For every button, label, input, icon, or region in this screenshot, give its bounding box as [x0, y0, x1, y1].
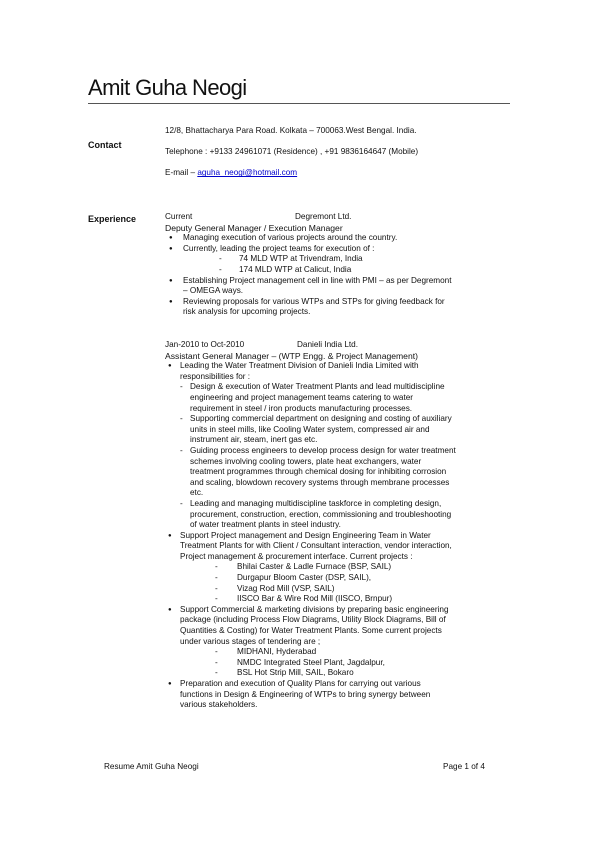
job-title: Assistant General Manager – (WTP Engg. & Project Management)	[165, 350, 418, 361]
bullet-text: ● Establishing Project management cell in line with PMI – as per Degremont	[183, 275, 452, 285]
bullet-text: – OMEGA ways.	[183, 286, 244, 296]
experience-label: Experience	[88, 214, 137, 224]
job-period: Current	[165, 212, 193, 221]
list-item	[180, 499, 515, 531]
list-item: - MIDHANI, Hyderabad	[165, 647, 515, 658]
list-item	[165, 531, 515, 605]
dash-text: etc.	[190, 488, 204, 498]
list-item	[165, 276, 515, 297]
bullet-text: ● Reviewing proposals for various WTPs and STPs for giving feedback for	[183, 296, 445, 306]
bullet-text: various stakeholders.	[180, 700, 258, 710]
list-item	[165, 233, 515, 244]
job-period-line	[165, 212, 515, 223]
job-period: Jan-2010 to Oct-2010	[165, 340, 245, 349]
job-company: Danieli India Ltd.	[297, 340, 358, 349]
list-item: - 174 MLD WTP at Calicut, India	[183, 265, 515, 276]
bullet-text: under various stages of tendering are ;	[180, 636, 321, 646]
dash-text: engineering and project management teams catering to water	[190, 392, 414, 402]
list-item: - Durgapur Bloom Caster (DSP, SAIL),	[165, 573, 515, 584]
bullet-text: Quantities & Costing) for Water Treatment Plants. Some current projects	[180, 626, 442, 636]
bullet-text: responsibilities for :	[180, 371, 251, 381]
list-item	[165, 361, 515, 531]
dash-text: and scaling, blowdown recovery systems through membrane processes	[190, 477, 450, 487]
list-item: - Vizag Rod Mill (VSP, SAIL)	[165, 584, 515, 595]
dash-text: of water treatment plants in steel industry.	[190, 520, 341, 530]
bullet-text: functions in Design & Engineering of WTPs to bring synergy between	[180, 689, 431, 699]
responsibility-list	[180, 382, 515, 530]
dash-text: treatment programmes through chemical dosing for inhibiting corrosion	[190, 467, 447, 477]
email-link[interactable]: aguha_neogi@hotmail.com	[197, 168, 298, 178]
job-bullets	[165, 233, 515, 318]
job-company: Degremont Ltd.	[295, 212, 352, 221]
footer-left: Resume Amit Guha Neogi	[104, 762, 199, 771]
dash-text: units in steel mills, like Cooling Water system, compressed air and	[190, 424, 430, 434]
contact-email-line	[165, 168, 515, 179]
list-item	[165, 605, 515, 679]
dash-text: - Guiding process engineers to develop process design for water treatment	[190, 445, 456, 455]
dash-text: - Leading and managing multidiscipline taskforce in completing design,	[190, 498, 442, 508]
bullet-text: Currently, leading the project teams for execution of :	[183, 243, 375, 253]
job-bullets	[165, 361, 515, 711]
dash-text: requirement in steel / iron products manufacturing processes.	[190, 403, 413, 413]
header-rule	[88, 103, 510, 104]
contact-section	[165, 126, 515, 179]
contact-telephone: Telephone : +9133 24961071 (Residence) , +91 9836164647 (Mobile)	[165, 147, 419, 157]
dash-text: - Design & execution of Water Treatment Plants and lead multidiscipline	[190, 382, 445, 392]
list-item	[180, 414, 515, 446]
bullet-text: ● Support Commercial & marketing divisions by preparing basic engineering	[180, 604, 449, 614]
project-list	[165, 647, 515, 679]
list-item: - IISCO Bar & Wire Rod Mill (IISCO, Brnpur)	[165, 594, 515, 605]
bullet-text: Treatment Plants for with Client / Consultant interaction, vendor interaction,	[180, 541, 452, 551]
list-item	[165, 297, 515, 318]
dash-text: instrument air, steam, inert gas etc.	[190, 435, 318, 445]
bullet-text: Managing execution of various projects around the country.	[183, 233, 398, 243]
dash-text: schemes involving cooling towers, plate heat exchangers, water	[190, 456, 422, 466]
job-degremont	[165, 212, 515, 318]
job-period-line	[165, 340, 515, 351]
list-item	[180, 446, 515, 499]
job-danieli	[165, 340, 515, 711]
list-item	[180, 382, 515, 414]
list-item	[165, 679, 515, 711]
job-title: Deputy General Manager / Execution Manager	[165, 222, 343, 233]
bullet-text: ● Preparation and execution of Quality Plans for carrying out various	[180, 679, 421, 688]
list-item: - 74 MLD WTP at Trivendram, India	[183, 254, 515, 265]
contact-label: Contact	[88, 140, 122, 150]
list-item: - NMDC Integrated Steel Plant, Jagdalpur,	[165, 658, 515, 669]
email-prefix: E-mail –	[165, 168, 198, 178]
list-item	[165, 244, 515, 276]
footer-page-number: Page 1 of 4	[443, 762, 485, 771]
bullet-text: Project management & procurement interface. Current projects :	[180, 551, 413, 561]
bullet-text: package (including Process Flow Diagrams, Utility Block Diagrams, Bill of	[180, 615, 446, 625]
list-item: - Bhilai Caster & Ladle Furnace (BSP, SAIL)	[165, 562, 515, 573]
dash-text: - Supporting commercial department on designing and costing of auxiliary	[190, 414, 452, 424]
project-list	[183, 254, 515, 275]
resume-name: Amit Guha Neogi	[88, 75, 247, 100]
list-item: - BSL Hot Strip Mill, SAIL, Bokaro	[165, 668, 515, 679]
project-list	[165, 562, 515, 604]
bullet-text: ● Leading the Water Treatment Division of Danieli India Limited with	[180, 361, 419, 371]
dash-text: procurement, construction, erection, commissioning and troubleshooting	[190, 509, 452, 519]
bullet-text: ● Support Project management and Design Engineering Team in Water	[180, 530, 431, 540]
contact-address: 12/8, Bhattacharya Para Road. Kolkata – 700063.West Bengal. India.	[165, 126, 417, 135]
bullet-text: risk analysis for upcoming projects.	[183, 307, 311, 317]
